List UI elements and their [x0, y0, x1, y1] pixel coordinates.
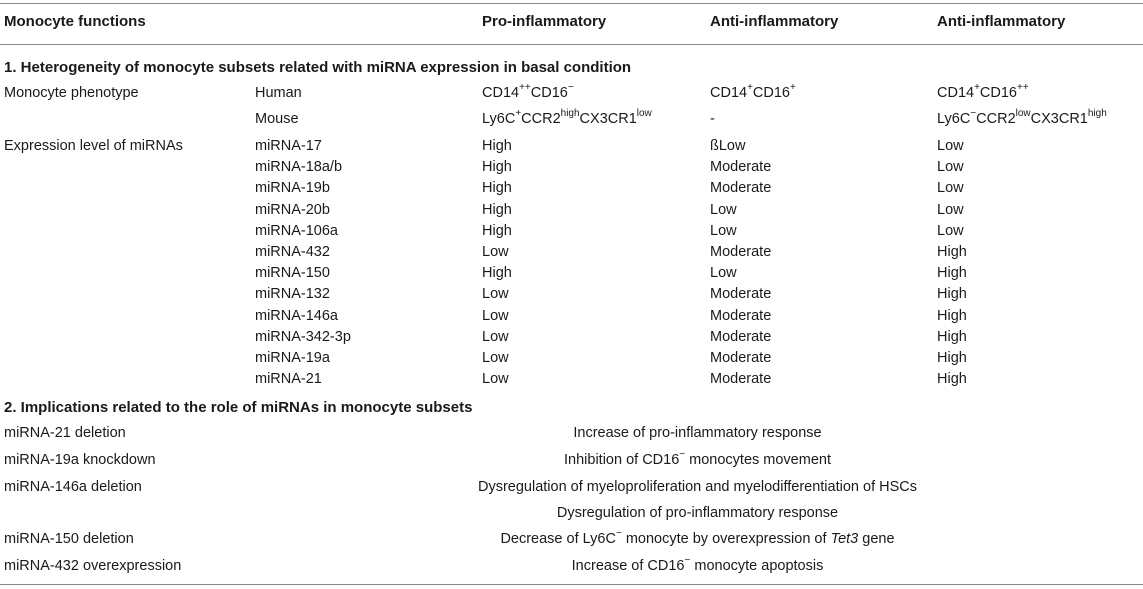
phenotype-label: Monocyte phenotype — [4, 85, 139, 101]
implication-gene: miRNA-432 overexpression — [4, 558, 182, 574]
pro-level: High — [482, 223, 512, 239]
anti2-level: High — [937, 329, 967, 345]
pro-level: Low — [482, 286, 509, 302]
mouse-pro-phenotype: $Ly6C^+CCR2^{high}CX3CR1^{low}$ — [482, 108, 652, 127]
anti2-level: High — [937, 286, 967, 302]
pro-level: Low — [482, 371, 509, 387]
anti2-level: Low — [937, 159, 964, 175]
anti2-level: Low — [937, 223, 964, 239]
pro-level: Low — [482, 350, 509, 366]
human-label: Human — [255, 85, 302, 101]
anti1-level: Low — [710, 202, 737, 218]
human-pro-phenotype: CD14++CD16− — [482, 82, 574, 101]
mirna-name: miRNA-17 — [255, 138, 322, 154]
mirna-name: miRNA-132 — [255, 286, 330, 302]
section1-title: 1. Heterogeneity of monocyte subsets related with miRNA expression in basal condition — [4, 59, 632, 76]
section2-title: 2. Implications related to the role of miRNAs in monocyte subsets — [4, 399, 473, 416]
mouse-anti1-phenotype: - — [710, 111, 715, 127]
anti1-level: Moderate — [710, 371, 772, 387]
anti1-level: Low — [710, 223, 737, 239]
mirna-name: miRNA-21 — [255, 371, 322, 387]
implication-gene: miRNA-146a deletion — [4, 479, 142, 495]
header-pro-inflammatory: Pro-inflammatory — [482, 13, 607, 30]
mirna-name: miRNA-19b — [255, 180, 330, 196]
expression-label: Expression level of miRNAs — [4, 138, 183, 154]
human-anti2-phenotype: CD14+CD16++ — [937, 82, 1029, 101]
implication-gene: miRNA-21 deletion — [4, 425, 126, 441]
bottom-rule — [0, 584, 1143, 585]
anti2-level: High — [937, 371, 967, 387]
mirna-name: miRNA-20b — [255, 202, 330, 218]
mouse-label: Mouse — [255, 111, 299, 127]
anti2-level: High — [937, 244, 967, 260]
header-anti-inflammatory-2: Anti-inflammatory — [937, 13, 1066, 30]
pro-level: Low — [482, 244, 509, 260]
anti2-level: Low — [937, 138, 964, 154]
pro-level: Low — [482, 308, 509, 324]
anti2-level: Low — [937, 180, 964, 196]
mirna-name: miRNA-106a — [255, 223, 338, 239]
header-rule — [0, 44, 1143, 45]
anti2-level: High — [937, 350, 967, 366]
implication-gene: miRNA-19a knockdown — [4, 452, 156, 468]
anti1-level: Moderate — [710, 350, 772, 366]
anti1-level: Moderate — [710, 308, 772, 324]
implication-effect: Dysregulation of pro-inflammatory response — [556, 505, 839, 521]
human-anti1-phenotype: CD14+CD16+ — [710, 82, 796, 101]
anti1-level: Moderate — [710, 180, 772, 196]
implication-effect: Inhibition of CD16− monocytes movement — [564, 449, 831, 468]
header-anti-inflammatory-1: Anti-inflammatory — [710, 13, 839, 30]
pro-level: High — [482, 180, 512, 196]
mirna-name: miRNA-342-3p — [255, 329, 351, 345]
anti1-level: ßLow — [710, 138, 746, 154]
top-rule — [0, 3, 1143, 4]
pro-level: Low — [482, 329, 509, 345]
mouse-anti2-phenotype: $Ly6C^-CCR2^{low}CX3CR1^{high}$ — [937, 108, 1107, 127]
anti2-level: Low — [937, 202, 964, 218]
mirna-name: miRNA-432 — [255, 244, 330, 260]
implication-effect: Increase of CD16− monocyte apoptosis — [571, 555, 824, 574]
anti1-level: Low — [710, 265, 737, 281]
anti2-level: High — [937, 265, 967, 281]
implication-effect: Dysregulation of myeloproliferation and myelodifferentiation of HSCs — [478, 479, 917, 495]
implication-effect: Decrease of Ly6C− monocyte by overexpression of Tet3 gene — [500, 528, 895, 547]
mirna-name: miRNA-18a/b — [255, 159, 343, 175]
anti2-level: High — [937, 308, 967, 324]
mirna-name: miRNA-146a — [255, 308, 338, 324]
pro-level: High — [482, 265, 512, 281]
anti1-level: Moderate — [710, 159, 772, 175]
header-monocyte-functions: Monocyte functions — [4, 13, 146, 30]
pro-level: High — [482, 159, 512, 175]
pro-level: High — [482, 202, 512, 218]
anti1-level: Moderate — [710, 244, 772, 260]
mirna-name: miRNA-19a — [255, 350, 330, 366]
mirna-name: miRNA-150 — [255, 265, 330, 281]
anti1-level: Moderate — [710, 329, 772, 345]
anti1-level: Moderate — [710, 286, 772, 302]
implication-gene: miRNA-150 deletion — [4, 531, 134, 547]
implication-effect: Increase of pro-inflammatory response — [573, 425, 822, 441]
pro-level: High — [482, 138, 512, 154]
